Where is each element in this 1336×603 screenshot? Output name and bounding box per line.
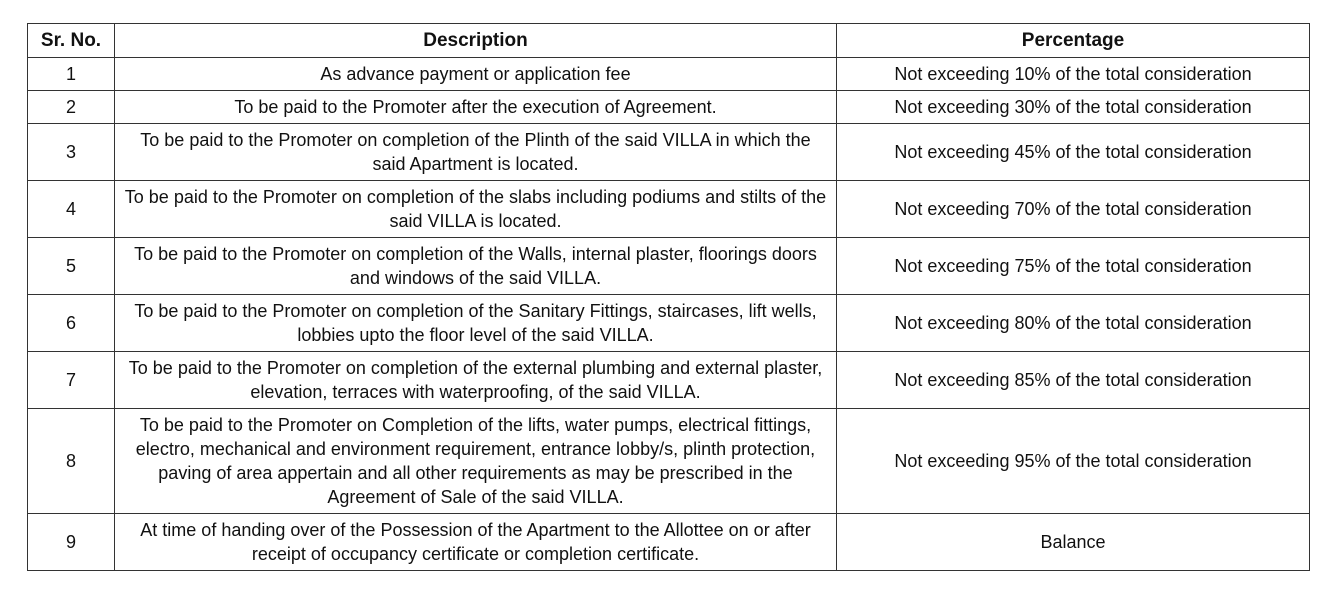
sr-no-cell: 6 — [28, 295, 115, 352]
table-row — [28, 238, 1310, 295]
description-cell: To be paid to the Promoter on completion of the Walls, internal plaster, floorings doors and windows of the said VILLA. — [115, 238, 837, 295]
sr-no-cell: 4 — [28, 181, 115, 238]
header-sr-no: Sr. No. — [28, 24, 115, 58]
percentage-cell: Not exceeding 30% of the total consideration — [837, 91, 1310, 124]
percentage-cell: Not exceeding 85% of the total consideration — [837, 352, 1310, 409]
sr-no-cell: 5 — [28, 238, 115, 295]
sr-no-cell: 2 — [28, 91, 115, 124]
table-row — [28, 181, 1310, 238]
table-row — [28, 124, 1310, 181]
description-cell: To be paid to the Promoter on completion of the external plumbing and external plaster, elevation, terraces with waterproofing, of the said VILLA. — [115, 352, 837, 409]
sr-no-cell: 9 — [28, 514, 115, 571]
sr-no-cell: 1 — [28, 58, 115, 91]
description-cell: At time of handing over of the Possession of the Apartment to the Allottee on or after receipt of occupancy certificate or completion certificate. — [115, 514, 837, 571]
percentage-cell: Not exceeding 10% of the total consideration — [837, 58, 1310, 91]
description-cell: To be paid to the Promoter on completion of the Plinth of the said VILLA in which the said Apartment is located. — [115, 124, 837, 181]
payment-schedule-table — [27, 23, 1310, 571]
percentage-cell: Balance — [837, 514, 1310, 571]
table-row — [28, 514, 1310, 571]
sr-no-cell: 7 — [28, 352, 115, 409]
description-cell: To be paid to the Promoter on completion of the slabs including podiums and stilts of the said VILLA is located. — [115, 181, 837, 238]
table-row — [28, 352, 1310, 409]
table-header-row — [28, 24, 1310, 58]
description-cell: To be paid to the Promoter on completion of the Sanitary Fittings, staircases, lift wells, lobbies upto the floor level of the said VILLA. — [115, 295, 837, 352]
table-row — [28, 295, 1310, 352]
percentage-cell: Not exceeding 95% of the total consideration — [837, 409, 1310, 514]
percentage-cell: Not exceeding 45% of the total consideration — [837, 124, 1310, 181]
description-cell: To be paid to the Promoter after the execution of Agreement. — [115, 91, 837, 124]
percentage-cell: Not exceeding 70% of the total consideration — [837, 181, 1310, 238]
sr-no-cell: 3 — [28, 124, 115, 181]
description-cell: As advance payment or application fee — [115, 58, 837, 91]
header-description: Description — [115, 24, 837, 58]
percentage-cell: Not exceeding 75% of the total consideration — [837, 238, 1310, 295]
header-percentage: Percentage — [837, 24, 1310, 58]
table-row — [28, 409, 1310, 514]
description-cell: To be paid to the Promoter on Completion of the lifts, water pumps, electrical fittings, electro, mechanical and environment requirement, entrance lobby/s, plinth protection, paving of area appertain and all other requirements as may be prescribed in the Agreement of Sale of the said VILLA. — [115, 409, 837, 514]
percentage-cell: Not exceeding 80% of the total consideration — [837, 295, 1310, 352]
sr-no-cell: 8 — [28, 409, 115, 514]
table-row — [28, 91, 1310, 124]
table-row — [28, 58, 1310, 91]
